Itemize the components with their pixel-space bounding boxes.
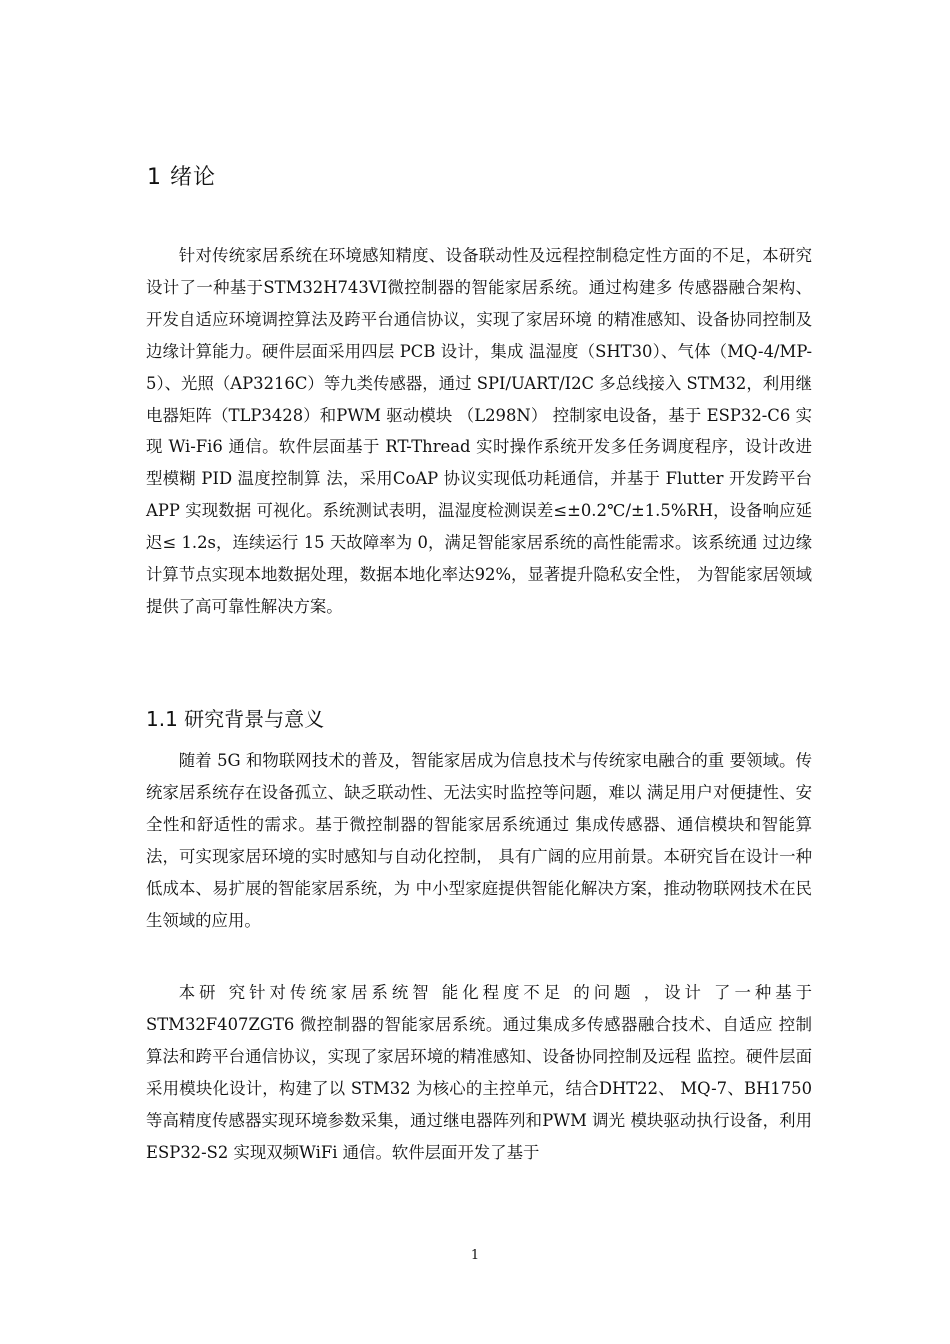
section-heading: 1.1 研究背景与意义 — [146, 707, 325, 731]
background-paragraph-1: 随着 5G 和物联网技术的普及，智能家居成为信息技术与传统家电融合的重 要领域。传统家居系统存在设备孤立、缺乏联动性、无法实时监控等问题，难以 满足用户对便捷性、安全性和舒适性的需求。基于微控制器的智能家居系统通过 集成传感器、通信模块和智能算法，可实现家居环境的实时感知与自动化控制， 具有广阔的应用前景。本研究旨在设计一种低成本、易扩展的智能家居系统，为 中小型家庭提供智能化解决方案，推动物联网技术在民生领域的应用。 — [146, 751, 812, 930]
background-paragraph-2: 本研 究针对传统家居系统智 能化程度不足 的问题 ，设计 了一种基于 STM32F407ZGT6 微控制器的智能家居系统。通过集成多传感器融合技术、自适应 控制算法和跨平台通信协议，实现了家居环境的精准感知、设备协同控制及远程 监控。硬件层面采用模块化设计，构建了以 STM32 为核心的主控单元，结合DHT22、 MQ-7、BH1750 等高精度传感器实现环境参数采集，通过继电器阵列和PWM 调光 模块驱动执行设备，利用ESP32-S2 实现双频WiFi 通信。软件层面开发了基于 — [146, 983, 812, 1162]
page-number: 1 — [470, 1248, 480, 1263]
abstract-paragraph: 针对传统家居系统在环境感知精度、设备联动性及远程控制稳定性方面的不足，本研究设计了一种基于STM32H743VI微控制器的智能家居系统。通过构建多 传感器融合架构、开发自适应环境调控算法及跨平台通信协议，实现了家居环境 的精准感知、设备协同控制及边缘计算能力。硬件层面采用四层 PCB 设计，集成 温湿度（SHT30）、气体（MQ-4/MP-5）、光照（AP3216C）等九类传感器，通过 SPI/UART/I2C 多总线接入 STM32，利用继电器矩阵（TLP3428）和PWM 驱动模块 （L298N） 控制家电设备，基于 ESP32-C6 实现 Wi-Fi6 通信。软件层面基于 RT-Thread 实时操作系统开发多任务调度程序，设计改进型模糊 PID 温度控制算 法，采用CoAP 协议实现低功耗通信，并基于 Flutter 开发跨平台 APP 实现数据 可视化。系统测试表明，温湿度检测误差≤±0.2℃/±1.5%RH，设备响应延迟≤ 1.2s，连续运行 15 天故障率为 0，满足智能家居系统的高性能需求。该系统通 过边缘计算节点实现本地数据处理，数据本地化率达92%，显著提升隐私安全性， 为智能家居领域提供了高可靠性解决方案。 — [146, 246, 812, 616]
chapter-heading: 1 绪论 — [147, 165, 216, 190]
